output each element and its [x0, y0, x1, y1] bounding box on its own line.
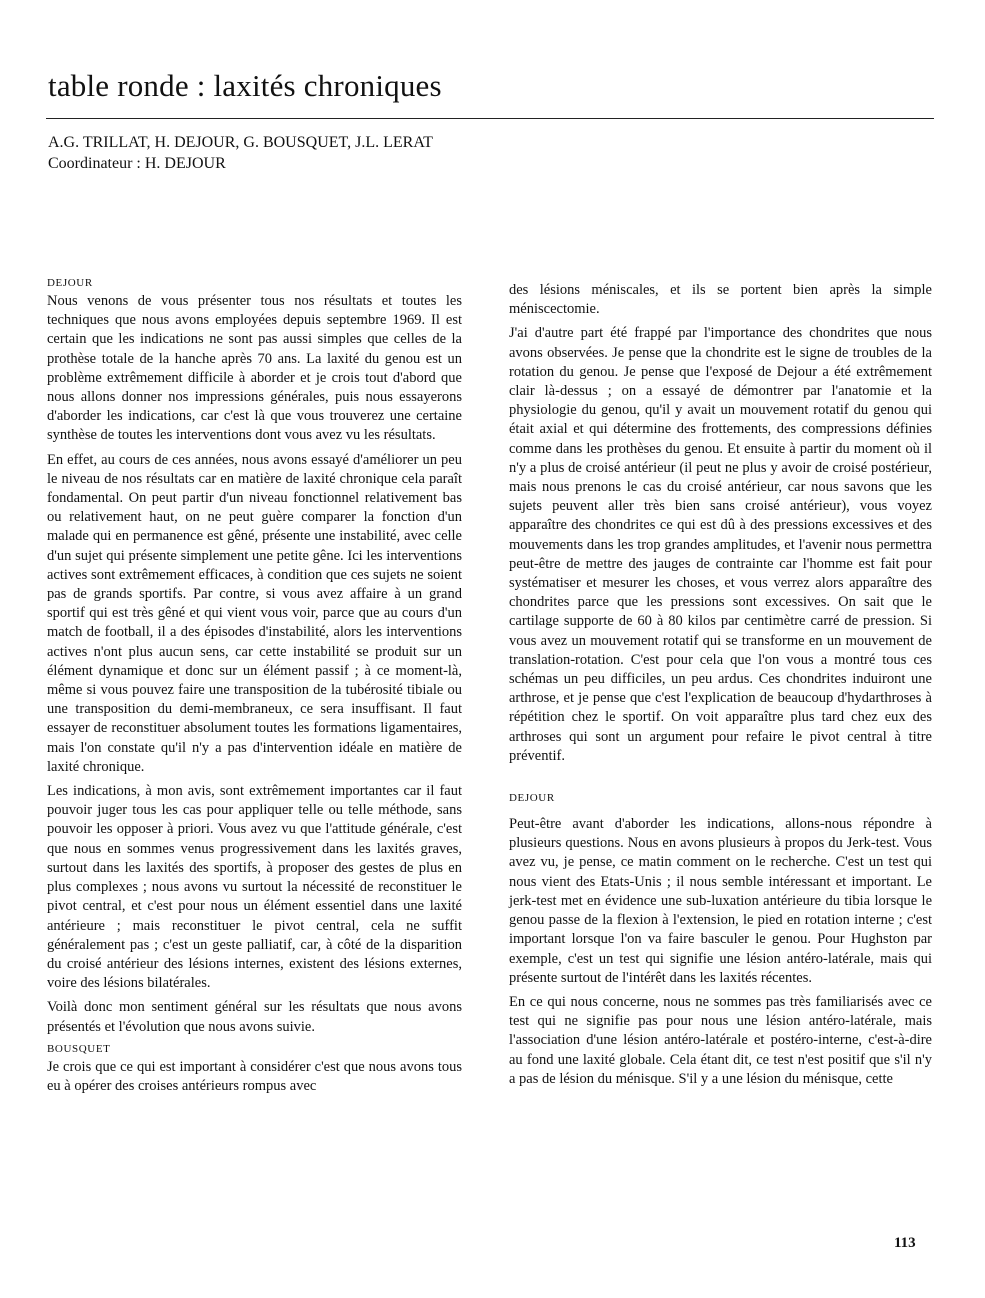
title-rule — [46, 118, 934, 119]
paragraph: des lésions méniscales, et ils se portent bien après la simple méniscectomie. — [509, 282, 932, 318]
page-number: 113 — [894, 1235, 916, 1251]
paragraph: Peut-être avant d'aborder les indications, allons-nous répondre à plusieurs questions. Nous en avons plusieurs à propos du Jerk-test. Vous avez vu, je pense, ce matin comment on le recherche. C'est un test qui nous vient des Etats-Unis ; il nous semble intéressant et important. Le jerk-test met en évidence une sub-luxation antérieure du tibia lorsque le genou passe de la flexion à l'extension, le pied en rotation interne ; c'est important lorsque l'on va faire basculer le genou. Pour Hughston par exemple, c'est un test qui signifie une lésion antéro-latérale, mais qui présente surtout de l'intérêt dans les laxités récentes. — [509, 816, 932, 986]
paragraph: Je crois que ce qui est important à considérer c'est que nous avons tous eu à opérer des croises antérieurs rompus avec — [47, 1058, 462, 1094]
author-list: A.G. TRILLAT, H. DEJOUR, G. BOUSQUET, J.L. LERAT — [48, 134, 433, 151]
paragraph: Nous venons de vous présenter tous nos résultats et toutes les techniques que nous avons employées depuis septembre 1969. Il est certain que les indications ne sont pas aussi simples que celles de la prothèse totale de la hanche après 70 ans. La laxité du genou est un problème extrêmement difficile à aborder et je crois tout d'abord que nous allons donner nos impressions générales, puis nous essayerons d'aborder les indications, car c'est là que vous trouverez une certaine synthèse de toutes les interventions dont vous avez vu les résultats. — [47, 293, 462, 444]
speaker-label: DEJOUR — [47, 277, 93, 289]
paragraph: Les indications, à mon avis, sont extrêmement importantes car il faut pouvoir juger tous les cas pour appliquer telle ou telle méthode, sans pouvoir les opposer à priori. Vous avez vu que l'attitude générale, c'est que nous en sommes venus progressivement dans les laxités graves, surtout dans les laxités des sportifs, à proposer des gestes de plus en plus complexes ; nous avons vu surtout la nécessité de reconstituer le pivot central, et c'est pour nous un élément essentiel dans une laxité antérieure ; mais reconstituer le pivot central, cela ne suffit généralement pas ; c'est un geste palliatif, car, à côté de la disparition du croisé antérieur des lésions internes, existent des lésions externes, voire des lésions bilatérales. — [47, 783, 462, 992]
article-title: table ronde : laxités chroniques — [48, 68, 442, 103]
authors-block — [48, 132, 433, 174]
right-column — [509, 281, 932, 1094]
speaker-label: DEJOUR — [509, 792, 555, 805]
paragraph: Voilà donc mon sentiment général sur les résultats que nous avons présentés et l'évolution que nous avons suivie. — [47, 999, 462, 1035]
paragraph: En effet, au cours de ces années, nous avons essayé d'améliorer un peu le niveau de nos résultats car en matière de laxité chronique cela paraît fondamental. On peut partir d'un niveau fonctionnel relativement bas ou relativement haut, on ne peut guère comparer la fonction d'un malade qui en permanence est gêné, présente une instabilité, avec celle d'un sujet qui présente simplement une petite gêne. Ici les interventions actives sont extrêmement efficaces, à condition que ces sujets ne soient pas de grands sportifs. Par contre, si vous avez affaire à un grand sportif qui est très gêné et qui vient vous voir, parce que au cours d'un match de football, il a des épisodes d'instabilité, alors les interventions actives n'ont plus aucun sens, car cette instabilité se produit sur un élément dynamique et donc sur un élément passif ; à ce moment-là, même si vous pouvez faire une transposition de la tubérosité tibiale ou une transposition du demi-membraneux, ce sera insuffisant. Il faut essayer de reconstituer absolument toutes les formations ligamentaires, mais l'on constate qu'il n'y a pas d'intervention idéale en matière de laxité chronique. — [47, 451, 462, 775]
section-gap — [509, 771, 932, 791]
paragraph: J'ai d'autre part été frappé par l'importance des chondrites que nous avons observées. Je pense que la chondrite est le signe de troubles de la rotation du genou. Je pense que l'exposé de Dejour a été extrêmement clair là-dessus ; on a essayé de démontrer par l'anatomie et la physiologie du genou, qu'il y avait un mouvement rotatif du genou qui était axial et qui détermine des frottements, des compressions définies comme dans les prothèses du genou. Et ensuite à partir du moment où il n'y a plus de croisé antérieur (il peut ne plus y avoir de croisé postérieur, mais nous prenons le cas du croisé antérieur, car nous savons que les sujets peuvent aller très bien sans croisé antérieur), vous voyez apparaître des chondrites ce qui est dû à des pressions excessives et des mouvements dans les trop grandes amplitudes, et l'avenir nous permettra peut-être de mettre des jauges de contrainte car l'homme est fait pour systématiser et mesurer les choses, et vous verrez alors apparaître des chondrites parce que les pressions sont excessives. On sait que le cartilage supporte de 60 à 80 kilos par centimètre carré de pression. Si vous avez un mouvement rotatif qui se transforme en un mouvement de translation-rotation. C'est pour cela que l'on vous a montré tous ces schémas un peu difficiles, un peu ardus. Ces chondrites induiront une arthrose, et je pense que c'est l'explication de beaucoup d'hydarthroses à répétition chez le sportif. On voit apparaître plus tard chez eux des arthroses qui sont un argument pour refaire le pivot central à titre préventif. — [509, 325, 932, 764]
left-column — [47, 276, 462, 1101]
section-gap — [509, 807, 932, 815]
speaker-label: BOUSQUET — [47, 1042, 111, 1055]
coordinator-line: Coordinateur : H. DEJOUR — [48, 155, 226, 172]
paragraph: En ce qui nous concerne, nous ne sommes pas très familiarisés avec ce test qui ne signifie pas pour nous une lésion antéro-latérale, mais l'association d'une lésion antéro-latérale et postéro-interne, c'est-à-dire au fond une laxité globale. Cela étant dit, ce test n'est positif que s'il n'y a pas de lésion du ménisque. S'il y a une lésion du ménisque, cette — [509, 993, 932, 1087]
